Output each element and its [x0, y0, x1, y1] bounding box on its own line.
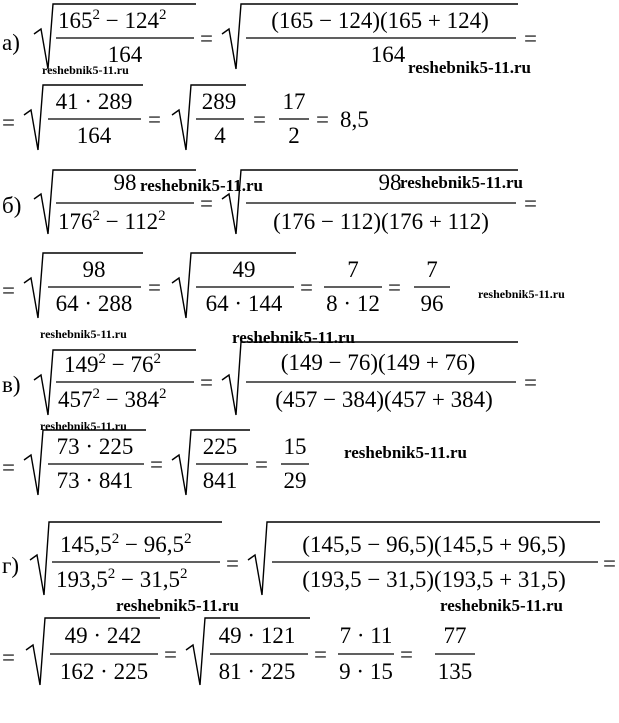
problem-g-label: г): [2, 553, 20, 578]
equals-sign: =: [524, 26, 537, 51]
watermark: reshebnik5-11.ru: [344, 443, 467, 462]
denominator: $457^2 - 384^2$: [58, 386, 167, 412]
numerator: 15: [283, 434, 307, 459]
denominator: 164: [370, 42, 406, 67]
watermark: reshebnik5-11.ru: [116, 596, 239, 615]
watermark: reshebnik5-11.ru: [440, 596, 563, 615]
denominator: 96: [420, 291, 444, 316]
numerator: $165^2 - 124^2$: [58, 7, 167, 33]
equals-sign: =: [148, 107, 161, 132]
numerator: 49 · 121: [218, 623, 296, 648]
numerator: 73 · 225: [56, 434, 134, 459]
equals-sign: =: [2, 278, 15, 303]
problem-a-label: а): [2, 30, 20, 55]
numerator: 49 · 242: [64, 623, 142, 648]
problem-b-label: б): [2, 193, 22, 218]
numerator: 77: [443, 623, 467, 648]
numerator: 41 · 289: [55, 89, 133, 114]
equals-sign: =: [316, 107, 329, 132]
equals-sign: =: [200, 191, 213, 216]
equals-sign: =: [524, 370, 537, 395]
denominator: $176^2 - 112^2$: [58, 208, 166, 234]
problem-b: [2, 170, 537, 318]
equals-sign: =: [200, 26, 213, 51]
numerator: $149^2 - 76^2$: [64, 351, 161, 377]
equals-sign: =: [253, 107, 266, 132]
denominator: 9 · 15: [339, 659, 393, 684]
numerator: 225: [202, 434, 238, 459]
equals-sign: =: [400, 642, 413, 667]
numerator: 289: [201, 89, 237, 114]
equals-sign: =: [200, 370, 213, 395]
equals-sign: =: [150, 452, 163, 477]
watermark: reshebnik5-11.ru: [42, 63, 129, 77]
equals-sign: =: [314, 642, 327, 667]
numerator: (165 − 124)(165 + 124): [271, 8, 489, 33]
denominator: 162 · 225: [59, 659, 149, 684]
watermark: reshebnik5-11.ru: [40, 327, 127, 341]
denominator: 64 · 288: [55, 291, 133, 316]
denominator: (176 − 112)(176 + 112): [273, 209, 489, 234]
denominator: 8 · 12: [326, 291, 380, 316]
denominator: 193,5$^2$ − 31,5$^2$: [56, 566, 188, 592]
watermark: reshebnik5-11.ru: [408, 58, 531, 77]
equals-sign: =: [148, 275, 161, 300]
equals-sign: =: [524, 191, 537, 216]
problem-a: [2, 4, 537, 150]
denominator: 164: [76, 123, 112, 148]
denominator: 64 · 144: [205, 291, 283, 316]
equals-sign: =: [603, 551, 616, 576]
watermark: reshebnik5-11.ru: [40, 419, 127, 433]
numerator: 7 · 11: [339, 623, 393, 648]
denominator: (193,5 − 31,5)(193,5 + 31,5): [302, 567, 566, 592]
numerator: 49: [232, 257, 256, 282]
denominator: 81 · 225: [218, 659, 296, 684]
equals-sign: =: [300, 275, 313, 300]
denominator: 2: [288, 123, 300, 148]
equals-sign: =: [2, 455, 15, 480]
result-value: 8,5: [340, 107, 369, 132]
equals-sign: =: [2, 645, 15, 670]
problem-v-label: в): [2, 372, 21, 397]
watermark: reshebnik5-11.ru: [232, 328, 355, 347]
equals-sign: =: [2, 110, 15, 135]
numerator: (145,5 − 96,5)(145,5 + 96,5): [302, 532, 566, 557]
watermark: reshebnik5-11.ru: [478, 287, 565, 301]
numerator: (149 − 76)(149 + 76): [280, 350, 476, 375]
numerator: 98: [82, 257, 106, 282]
equals-sign: =: [388, 275, 401, 300]
numerator: 98: [378, 170, 402, 195]
equals-sign: =: [226, 551, 239, 576]
numerator: 7: [426, 257, 438, 282]
denominator: 135: [437, 659, 473, 684]
equals-sign: =: [164, 642, 177, 667]
denominator: 841: [202, 468, 238, 493]
watermark: reshebnik5-11.ru: [140, 176, 263, 195]
numerator: 98: [113, 170, 137, 195]
denominator: 164: [107, 42, 143, 67]
numerator: 7: [347, 257, 359, 282]
denominator: 73 · 841: [56, 468, 134, 493]
numerator: 17: [282, 89, 306, 114]
numerator: 145,5$^2$ − 96,5$^2$: [60, 531, 192, 557]
denominator: 29: [283, 468, 307, 493]
watermark: reshebnik5-11.ru: [400, 173, 523, 192]
denominator: (457 − 384)(457 + 384): [275, 387, 493, 412]
denominator: 4: [214, 123, 226, 148]
equals-sign: =: [255, 452, 268, 477]
